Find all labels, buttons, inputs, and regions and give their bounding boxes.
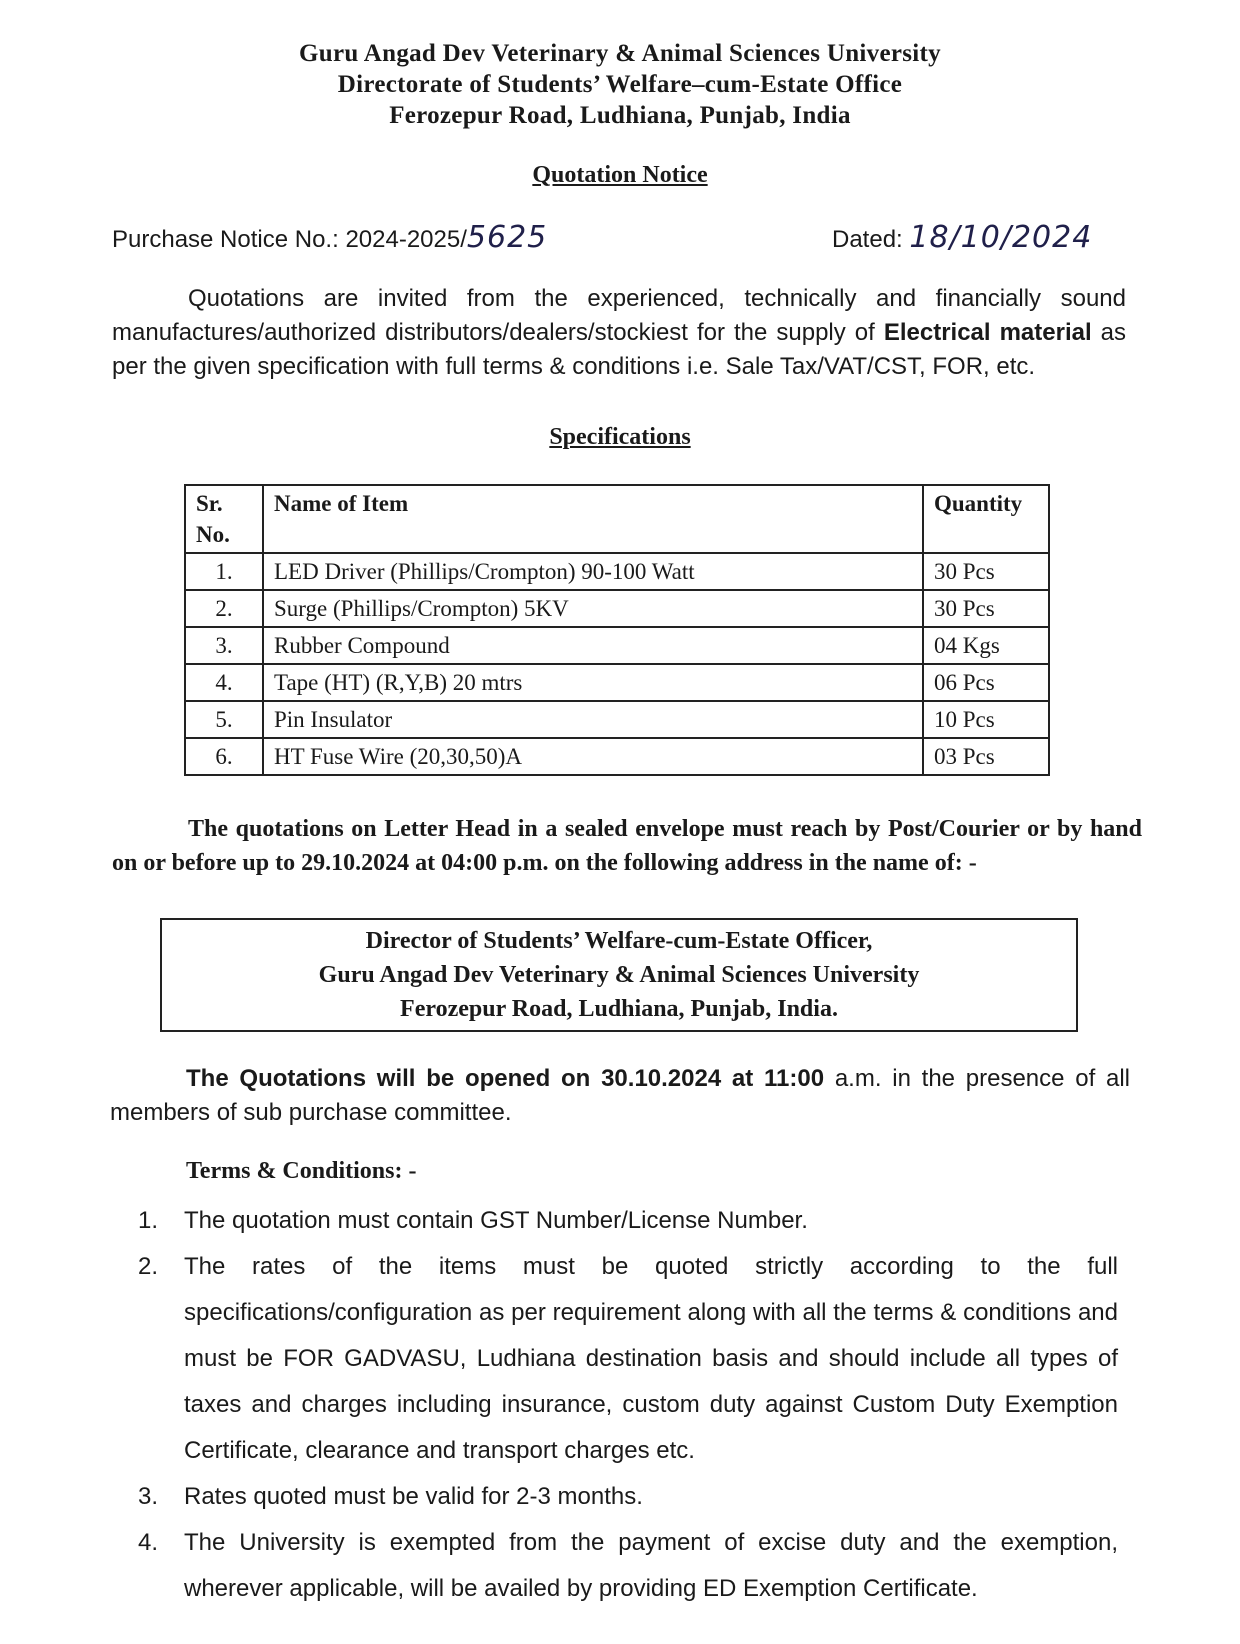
notice-date [832, 220, 1092, 255]
term-text: The rates of the items must be quoted strictly according to the full specifications/configuration as per requirement along with all the terms & conditions and must be FOR GADVASU, Ludhiana destination basis and should include all types of taxes and charges including insurance, custom duty against Custom Duty Exemption Certificate, clearance and transport charges etc. [184, 1253, 1118, 1464]
term-number: 4. [138, 1529, 159, 1556]
letterhead [0, 38, 1240, 131]
submission-address-box [160, 918, 1078, 1032]
address-line-1: Director of Students’ Welfare-cum-Estate Officer, [365, 928, 873, 954]
term-text: The University is exempted from the payment of excise duty and the exemption, wherever applicable, will be availed by providing ED Exemption Certificate. [184, 1529, 1118, 1602]
table-row [185, 664, 1049, 701]
opening-date-text: The Quotations will be opened on 30.10.2024 at 11:00 [186, 1065, 825, 1092]
row-sr: 4. [185, 664, 263, 701]
row-qty: 30 Pcs [923, 553, 1049, 590]
table-row [185, 738, 1049, 775]
purchase-label: Purchase Notice No.: 2024-2025/ [112, 226, 467, 253]
row-qty: 04 Kgs [923, 627, 1049, 664]
term-number: 2. [138, 1253, 159, 1280]
row-qty: 30 Pcs [923, 590, 1049, 627]
specifications-title: Specifications [549, 424, 691, 450]
row-sr: 6. [185, 738, 263, 775]
term-text: Rates quoted must be valid for 2-3 months. [184, 1483, 643, 1510]
row-item: Surge (Phillips/Crompton) 5KV [263, 590, 923, 627]
row-sr: 5. [185, 701, 263, 738]
term-number: 3. [138, 1483, 159, 1510]
address-line-3: Ferozepur Road, Ludhiana, Punjab, India. [400, 996, 838, 1022]
row-qty: 06 Pcs [923, 664, 1049, 701]
table-row [185, 590, 1049, 627]
row-item: LED Driver (Phillips/Crompton) 90-100 Watt [263, 553, 923, 590]
list-item [138, 1520, 1118, 1612]
row-sr: 3. [185, 627, 263, 664]
university-name: Guru Angad Dev Veterinary & Animal Sciences University [299, 40, 941, 67]
specifications-table [184, 484, 1050, 776]
header-item-name: Name of Item [263, 485, 923, 553]
opening-paragraph: The Quotations will be opened on 30.10.2024 at 11:00 a.m. in the presence of all members of sub purchase committee. [110, 1065, 1130, 1126]
submission-instructions: The quotations on Letter Head in a sealed envelope must reach by Post/Courier or by hand on or before up to 29.10.2024 at 04:00 p.m. on the following address in the name of: - [112, 816, 1142, 876]
table-row [185, 701, 1049, 738]
date-value: 18/10/2024 [909, 220, 1093, 255]
term-text: The quotation must contain GST Number/License Number. [184, 1207, 808, 1234]
terms-list [138, 1198, 1118, 1612]
list-item [138, 1198, 1118, 1244]
address-line-2: Guru Angad Dev Veterinary & Animal Sciences University [318, 962, 920, 988]
row-item: Pin Insulator [263, 701, 923, 738]
row-qty: 03 Pcs [923, 738, 1049, 775]
table-row [185, 627, 1049, 664]
purchase-number: 5625 [466, 220, 548, 255]
terms-title: Terms & Conditions: - [186, 1158, 417, 1184]
table-row [185, 553, 1049, 590]
header-sr-no: Sr. No. [185, 485, 263, 553]
header-quantity: Quantity [923, 485, 1049, 553]
table-header-row [185, 485, 1049, 553]
row-sr: 2. [185, 590, 263, 627]
row-sr: 1. [185, 553, 263, 590]
notice-title: Quotation Notice [532, 162, 708, 188]
purchase-notice-number [112, 220, 547, 255]
list-item [138, 1474, 1118, 1520]
row-item: Tape (HT) (R,Y,B) 20 mtrs [263, 664, 923, 701]
row-item: Rubber Compound [263, 627, 923, 664]
intro-paragraph: Quotations are invited from the experienced, technically and financially sound manufactures/authorized distributors/dealers/stockiest for the supply of Electrical material as per the given specification with full terms & conditions i.e. Sale Tax/VAT/CST, FOR, etc. [112, 285, 1127, 380]
dated-label: Dated: [832, 226, 903, 253]
row-item: HT Fuse Wire (20,30,50)A [263, 738, 923, 775]
material-type: Electrical material [883, 319, 1092, 346]
term-number: 1. [138, 1207, 159, 1234]
row-qty: 10 Pcs [923, 701, 1049, 738]
university-address: Ferozepur Road, Ludhiana, Punjab, India [389, 102, 851, 129]
directorate-name: Directorate of Students’ Welfare–cum-Estate Office [337, 71, 903, 98]
list-item [138, 1244, 1118, 1474]
